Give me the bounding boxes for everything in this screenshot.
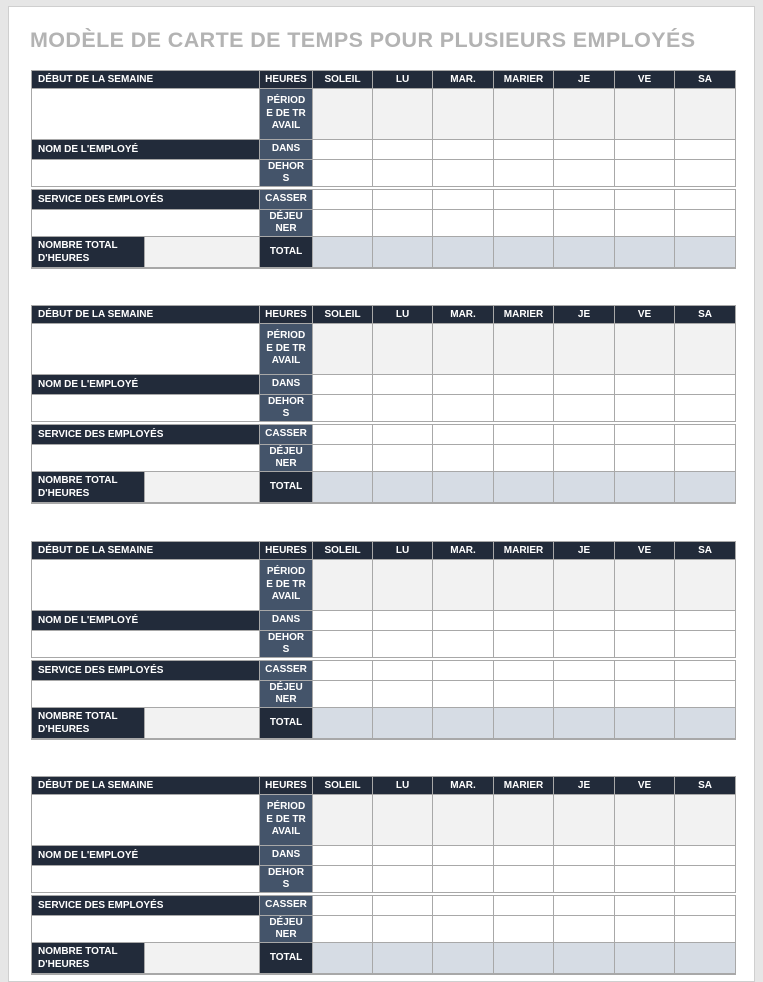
- row-label-lunch: DÉJEUNER: [260, 210, 313, 237]
- day-header: MAR.: [433, 306, 494, 324]
- in-cell[interactable]: [313, 140, 373, 160]
- out-cell[interactable]: [433, 395, 494, 422]
- lunch-cell[interactable]: [313, 681, 373, 708]
- lunch-cell[interactable]: [554, 210, 615, 237]
- in-cell[interactable]: [313, 846, 373, 866]
- lunch-cell[interactable]: [615, 681, 675, 708]
- total-cell[interactable]: [313, 472, 373, 504]
- day-header: LU: [373, 71, 433, 89]
- out-cell[interactable]: [494, 395, 554, 422]
- out-cell[interactable]: [554, 866, 615, 893]
- work-period-cell[interactable]: [494, 324, 554, 375]
- row-label-break: CASSER: [260, 190, 313, 210]
- work-period-cell[interactable]: [373, 324, 433, 375]
- total-hours-label: NOMBRE TOTAL D'HEURES: [32, 472, 145, 504]
- work-period-cell[interactable]: [615, 560, 675, 611]
- week-start-field[interactable]: [32, 324, 260, 375]
- lunch-cell[interactable]: [615, 210, 675, 237]
- break-cell[interactable]: [615, 661, 675, 681]
- employee-name-label: NOM DE L'EMPLOYÉ: [32, 611, 260, 631]
- day-header: SOLEIL: [313, 777, 373, 795]
- department-label: SERVICE DES EMPLOYÉS: [32, 896, 260, 916]
- department-field[interactable]: [32, 445, 260, 472]
- in-cell[interactable]: [554, 611, 615, 631]
- day-header: JE: [554, 542, 615, 560]
- day-header: JE: [554, 306, 615, 324]
- in-cell[interactable]: [313, 611, 373, 631]
- row-label-lunch: DÉJEUNER: [260, 916, 313, 943]
- in-cell[interactable]: [433, 375, 494, 395]
- work-period-cell[interactable]: [373, 795, 433, 846]
- department-label: SERVICE DES EMPLOYÉS: [32, 190, 260, 210]
- work-period-cell[interactable]: [313, 89, 373, 140]
- out-cell[interactable]: [373, 866, 433, 893]
- in-cell[interactable]: [675, 375, 736, 395]
- total-hours-label: NOMBRE TOTAL D'HEURES: [32, 237, 145, 269]
- out-cell[interactable]: [615, 395, 675, 422]
- day-header: SA: [675, 777, 736, 795]
- work-period-cell[interactable]: [554, 89, 615, 140]
- week-start-label: DÉBUT DE LA SEMAINE: [32, 777, 260, 795]
- day-header: VE: [615, 71, 675, 89]
- day-header: JE: [554, 777, 615, 795]
- lunch-cell[interactable]: [675, 210, 736, 237]
- day-header: VE: [615, 777, 675, 795]
- break-cell[interactable]: [433, 661, 494, 681]
- in-cell[interactable]: [494, 140, 554, 160]
- row-label-work-period: PÉRIODE DE TRAVAIL: [260, 89, 313, 140]
- lunch-cell[interactable]: [554, 681, 615, 708]
- row-label-out: DEHORS: [260, 395, 313, 422]
- break-cell[interactable]: [675, 190, 736, 210]
- break-cell[interactable]: [554, 896, 615, 916]
- total-cell[interactable]: [373, 472, 433, 504]
- break-cell[interactable]: [373, 661, 433, 681]
- total-cell[interactable]: [554, 472, 615, 504]
- row-label-total: TOTAL: [260, 708, 313, 740]
- day-header: SA: [675, 306, 736, 324]
- work-period-cell[interactable]: [554, 324, 615, 375]
- work-period-cell[interactable]: [615, 795, 675, 846]
- day-header: LU: [373, 542, 433, 560]
- break-cell[interactable]: [313, 661, 373, 681]
- total-cell[interactable]: [373, 237, 433, 269]
- total-cell[interactable]: [313, 237, 373, 269]
- total-cell[interactable]: [433, 708, 494, 740]
- in-cell[interactable]: [373, 846, 433, 866]
- lunch-cell[interactable]: [494, 210, 554, 237]
- in-cell[interactable]: [675, 846, 736, 866]
- day-header: VE: [615, 542, 675, 560]
- work-period-cell[interactable]: [433, 560, 494, 611]
- work-period-cell[interactable]: [615, 89, 675, 140]
- lunch-cell[interactable]: [494, 916, 554, 943]
- break-cell[interactable]: [433, 425, 494, 445]
- in-cell[interactable]: [615, 611, 675, 631]
- work-period-cell[interactable]: [615, 324, 675, 375]
- out-cell[interactable]: [494, 631, 554, 658]
- total-cell[interactable]: [675, 237, 736, 269]
- in-cell[interactable]: [373, 140, 433, 160]
- work-period-cell[interactable]: [675, 89, 736, 140]
- break-cell[interactable]: [675, 661, 736, 681]
- break-cell[interactable]: [675, 896, 736, 916]
- break-cell[interactable]: [373, 190, 433, 210]
- employee-name-label: NOM DE L'EMPLOYÉ: [32, 140, 260, 160]
- timesheet-block: [31, 541, 736, 740]
- row-label-in: DANS: [260, 611, 313, 631]
- work-period-cell[interactable]: [373, 560, 433, 611]
- employee-name-field[interactable]: [32, 395, 260, 422]
- total-cell[interactable]: [494, 708, 554, 740]
- lunch-cell[interactable]: [494, 445, 554, 472]
- lunch-cell[interactable]: [675, 681, 736, 708]
- employee-name-field[interactable]: [32, 866, 260, 893]
- in-cell[interactable]: [373, 611, 433, 631]
- total-hours-field[interactable]: [145, 237, 260, 269]
- lunch-cell[interactable]: [554, 445, 615, 472]
- lunch-cell[interactable]: [494, 681, 554, 708]
- department-label: SERVICE DES EMPLOYÉS: [32, 425, 260, 445]
- row-label-work-period: PÉRIODE DE TRAVAIL: [260, 560, 313, 611]
- total-cell[interactable]: [433, 472, 494, 504]
- total-cell[interactable]: [554, 708, 615, 740]
- day-header: LU: [373, 306, 433, 324]
- in-cell[interactable]: [313, 375, 373, 395]
- timesheet-page: [8, 6, 755, 982]
- employee-name-field[interactable]: [32, 160, 260, 187]
- total-cell[interactable]: [313, 943, 373, 975]
- work-period-cell[interactable]: [373, 89, 433, 140]
- lunch-cell[interactable]: [373, 916, 433, 943]
- day-header: LU: [373, 777, 433, 795]
- total-cell[interactable]: [313, 708, 373, 740]
- out-cell[interactable]: [554, 631, 615, 658]
- lunch-cell[interactable]: [615, 445, 675, 472]
- row-label-out: DEHORS: [260, 631, 313, 658]
- break-cell[interactable]: [313, 425, 373, 445]
- out-cell[interactable]: [313, 160, 373, 187]
- break-cell[interactable]: [373, 425, 433, 445]
- total-cell[interactable]: [494, 237, 554, 269]
- row-label-work-period: PÉRIODE DE TRAVAIL: [260, 324, 313, 375]
- day-header: SOLEIL: [313, 71, 373, 89]
- break-cell[interactable]: [554, 190, 615, 210]
- out-cell[interactable]: [313, 395, 373, 422]
- row-label-lunch: DÉJEUNER: [260, 445, 313, 472]
- week-start-field[interactable]: [32, 795, 260, 846]
- row-label-break: CASSER: [260, 896, 313, 916]
- total-cell[interactable]: [554, 237, 615, 269]
- break-cell[interactable]: [373, 896, 433, 916]
- work-period-cell[interactable]: [494, 89, 554, 140]
- out-cell[interactable]: [313, 631, 373, 658]
- break-cell[interactable]: [494, 190, 554, 210]
- total-cell[interactable]: [615, 708, 675, 740]
- out-cell[interactable]: [494, 160, 554, 187]
- hours-header: HEURES: [260, 306, 313, 324]
- break-cell[interactable]: [433, 190, 494, 210]
- in-cell[interactable]: [675, 611, 736, 631]
- department-field[interactable]: [32, 681, 260, 708]
- hours-header: HEURES: [260, 71, 313, 89]
- break-cell[interactable]: [313, 190, 373, 210]
- break-cell[interactable]: [433, 896, 494, 916]
- break-cell[interactable]: [494, 425, 554, 445]
- break-cell[interactable]: [615, 896, 675, 916]
- out-cell[interactable]: [433, 631, 494, 658]
- lunch-cell[interactable]: [433, 210, 494, 237]
- total-hours-field[interactable]: [145, 708, 260, 740]
- department-field[interactable]: [32, 210, 260, 237]
- page-title: MODÈLE DE CARTE DE TEMPS POUR PLUSIEURS EMPLOYÉS: [30, 28, 696, 52]
- lunch-cell[interactable]: [373, 210, 433, 237]
- timesheet-block: [31, 70, 736, 269]
- work-period-cell[interactable]: [313, 324, 373, 375]
- total-cell[interactable]: [494, 943, 554, 975]
- row-label-in: DANS: [260, 140, 313, 160]
- day-header: MARIER: [494, 542, 554, 560]
- row-label-out: DEHORS: [260, 160, 313, 187]
- in-cell[interactable]: [554, 140, 615, 160]
- total-hours-label: NOMBRE TOTAL D'HEURES: [32, 708, 145, 740]
- work-period-cell[interactable]: [675, 795, 736, 846]
- day-header: MAR.: [433, 777, 494, 795]
- day-header: SA: [675, 71, 736, 89]
- hours-header: HEURES: [260, 542, 313, 560]
- week-start-label: DÉBUT DE LA SEMAINE: [32, 71, 260, 89]
- in-cell[interactable]: [433, 611, 494, 631]
- employee-name-label: NOM DE L'EMPLOYÉ: [32, 846, 260, 866]
- week-start-label: DÉBUT DE LA SEMAINE: [32, 306, 260, 324]
- break-cell[interactable]: [494, 896, 554, 916]
- out-cell[interactable]: [433, 866, 494, 893]
- lunch-cell[interactable]: [313, 445, 373, 472]
- row-label-break: CASSER: [260, 661, 313, 681]
- total-cell[interactable]: [373, 943, 433, 975]
- total-cell[interactable]: [615, 943, 675, 975]
- lunch-cell[interactable]: [675, 916, 736, 943]
- total-cell[interactable]: [675, 708, 736, 740]
- in-cell[interactable]: [615, 375, 675, 395]
- out-cell[interactable]: [675, 631, 736, 658]
- work-period-cell[interactable]: [554, 560, 615, 611]
- lunch-cell[interactable]: [373, 445, 433, 472]
- break-cell[interactable]: [554, 661, 615, 681]
- department-label: SERVICE DES EMPLOYÉS: [32, 661, 260, 681]
- work-period-cell[interactable]: [313, 560, 373, 611]
- in-cell[interactable]: [615, 846, 675, 866]
- out-cell[interactable]: [373, 160, 433, 187]
- in-cell[interactable]: [433, 846, 494, 866]
- timesheet-block: [31, 305, 736, 504]
- day-header: MAR.: [433, 71, 494, 89]
- hours-header: HEURES: [260, 777, 313, 795]
- total-cell[interactable]: [675, 472, 736, 504]
- in-cell[interactable]: [554, 375, 615, 395]
- in-cell[interactable]: [373, 375, 433, 395]
- work-period-cell[interactable]: [433, 324, 494, 375]
- break-cell[interactable]: [554, 425, 615, 445]
- out-cell[interactable]: [615, 631, 675, 658]
- out-cell[interactable]: [313, 866, 373, 893]
- work-period-cell[interactable]: [313, 795, 373, 846]
- employee-name-field[interactable]: [32, 631, 260, 658]
- lunch-cell[interactable]: [313, 916, 373, 943]
- in-cell[interactable]: [615, 140, 675, 160]
- lunch-cell[interactable]: [313, 210, 373, 237]
- day-header: MAR.: [433, 542, 494, 560]
- out-cell[interactable]: [615, 160, 675, 187]
- day-header: SOLEIL: [313, 306, 373, 324]
- row-label-total: TOTAL: [260, 943, 313, 975]
- work-period-cell[interactable]: [675, 560, 736, 611]
- timesheet-block: [31, 776, 736, 975]
- day-header: MARIER: [494, 777, 554, 795]
- row-label-work-period: PÉRIODE DE TRAVAIL: [260, 795, 313, 846]
- out-cell[interactable]: [373, 631, 433, 658]
- week-start-label: DÉBUT DE LA SEMAINE: [32, 542, 260, 560]
- row-label-break: CASSER: [260, 425, 313, 445]
- day-header: SOLEIL: [313, 542, 373, 560]
- total-cell[interactable]: [675, 943, 736, 975]
- in-cell[interactable]: [675, 140, 736, 160]
- break-cell[interactable]: [615, 190, 675, 210]
- lunch-cell[interactable]: [373, 681, 433, 708]
- row-label-in: DANS: [260, 375, 313, 395]
- row-label-in: DANS: [260, 846, 313, 866]
- in-cell[interactable]: [494, 846, 554, 866]
- row-label-out: DEHORS: [260, 866, 313, 893]
- lunch-cell[interactable]: [675, 445, 736, 472]
- total-hours-field[interactable]: [145, 943, 260, 975]
- total-cell[interactable]: [615, 472, 675, 504]
- lunch-cell[interactable]: [554, 916, 615, 943]
- in-cell[interactable]: [433, 140, 494, 160]
- out-cell[interactable]: [554, 160, 615, 187]
- lunch-cell[interactable]: [433, 916, 494, 943]
- work-period-cell[interactable]: [433, 795, 494, 846]
- break-cell[interactable]: [313, 896, 373, 916]
- work-period-cell[interactable]: [554, 795, 615, 846]
- in-cell[interactable]: [494, 611, 554, 631]
- day-header: MARIER: [494, 71, 554, 89]
- work-period-cell[interactable]: [494, 560, 554, 611]
- total-cell[interactable]: [615, 237, 675, 269]
- department-field[interactable]: [32, 916, 260, 943]
- row-label-lunch: DÉJEUNER: [260, 681, 313, 708]
- total-cell[interactable]: [433, 943, 494, 975]
- total-cell[interactable]: [373, 708, 433, 740]
- in-cell[interactable]: [494, 375, 554, 395]
- total-hours-field[interactable]: [145, 472, 260, 504]
- out-cell[interactable]: [494, 866, 554, 893]
- day-header: VE: [615, 306, 675, 324]
- break-cell[interactable]: [494, 661, 554, 681]
- week-start-field[interactable]: [32, 560, 260, 611]
- out-cell[interactable]: [675, 866, 736, 893]
- total-hours-label: NOMBRE TOTAL D'HEURES: [32, 943, 145, 975]
- work-period-cell[interactable]: [675, 324, 736, 375]
- out-cell[interactable]: [554, 395, 615, 422]
- work-period-cell[interactable]: [494, 795, 554, 846]
- lunch-cell[interactable]: [433, 445, 494, 472]
- out-cell[interactable]: [675, 395, 736, 422]
- total-cell[interactable]: [494, 472, 554, 504]
- break-cell[interactable]: [675, 425, 736, 445]
- out-cell[interactable]: [615, 866, 675, 893]
- day-header: JE: [554, 71, 615, 89]
- total-cell[interactable]: [433, 237, 494, 269]
- day-header: SA: [675, 542, 736, 560]
- in-cell[interactable]: [554, 846, 615, 866]
- total-cell[interactable]: [554, 943, 615, 975]
- lunch-cell[interactable]: [615, 916, 675, 943]
- employee-name-label: NOM DE L'EMPLOYÉ: [32, 375, 260, 395]
- out-cell[interactable]: [373, 395, 433, 422]
- work-period-cell[interactable]: [433, 89, 494, 140]
- out-cell[interactable]: [675, 160, 736, 187]
- out-cell[interactable]: [433, 160, 494, 187]
- row-label-total: TOTAL: [260, 472, 313, 504]
- lunch-cell[interactable]: [433, 681, 494, 708]
- row-label-total: TOTAL: [260, 237, 313, 269]
- week-start-field[interactable]: [32, 89, 260, 140]
- break-cell[interactable]: [615, 425, 675, 445]
- day-header: MARIER: [494, 306, 554, 324]
